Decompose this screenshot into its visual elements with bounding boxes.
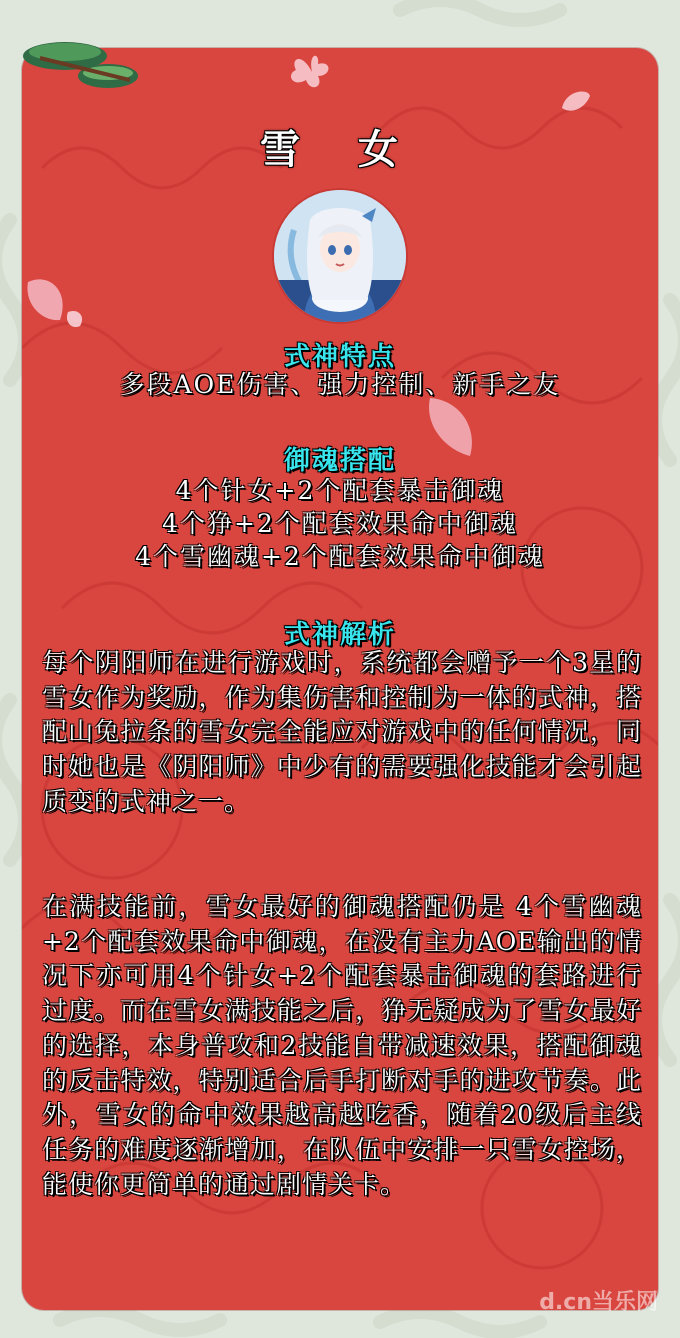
site-watermark: d.cn当乐网 — [539, 1290, 658, 1315]
analysis-paragraph: 在满技能前，雪女最好的御魂搭配仍是 4个雪幽魂+2个配套效果命中御魂，在没有主力AOE输出的情况下亦可用4个针女+2个配套暴击御魂的套路进行过度。而在雪女满技能之后，狰无疑成为了雪女最好的选择，本身普攻和2技能自带减速效果，搭配御魂的反击特效，特别适合后手打断对手的进攻节奏。此外，雪女的命中效果越高越吃香，随着20级后主线任务的难度逐渐增加，在队伍中安排一只雪女控场，能使你更简单的通过剧情关卡。 — [42, 892, 642, 1199]
petal-icon — [20, 272, 90, 338]
petal-icon — [282, 48, 342, 94]
soul-line: 4个狰+2个配套效果命中御魂 — [162, 509, 518, 538]
features-heading: 式神特点 — [283, 342, 396, 372]
page-title: 雪 女 — [260, 126, 420, 173]
analysis-paragraph: 每个阴阳师在进行游戏时，系统都会赠予一个3星的雪女作为奖励，作为集伤害和控制为一体的式神，搭配山兔拉条的雪女完全能应对游戏中的任何情况，同时她也是《阴阳师》中少有的需要强化技能才会引起质变的式神之一。 — [42, 648, 642, 816]
petal-icon — [558, 86, 594, 116]
pine-branch-icon — [20, 18, 140, 98]
soul-heading: 御魂搭配 — [283, 446, 396, 476]
yuki-onna-portrait-icon — [274, 190, 406, 322]
features-text: 多段AOE伤害、强力控制、新手之友 — [119, 370, 561, 399]
soul-line: 4个雪幽魂+2个配套效果命中御魂 — [135, 542, 545, 571]
shikigami-avatar — [274, 190, 406, 322]
analysis-heading: 式神解析 — [283, 620, 396, 650]
soul-line: 4个针女+2个配套暴击御魂 — [175, 476, 505, 505]
